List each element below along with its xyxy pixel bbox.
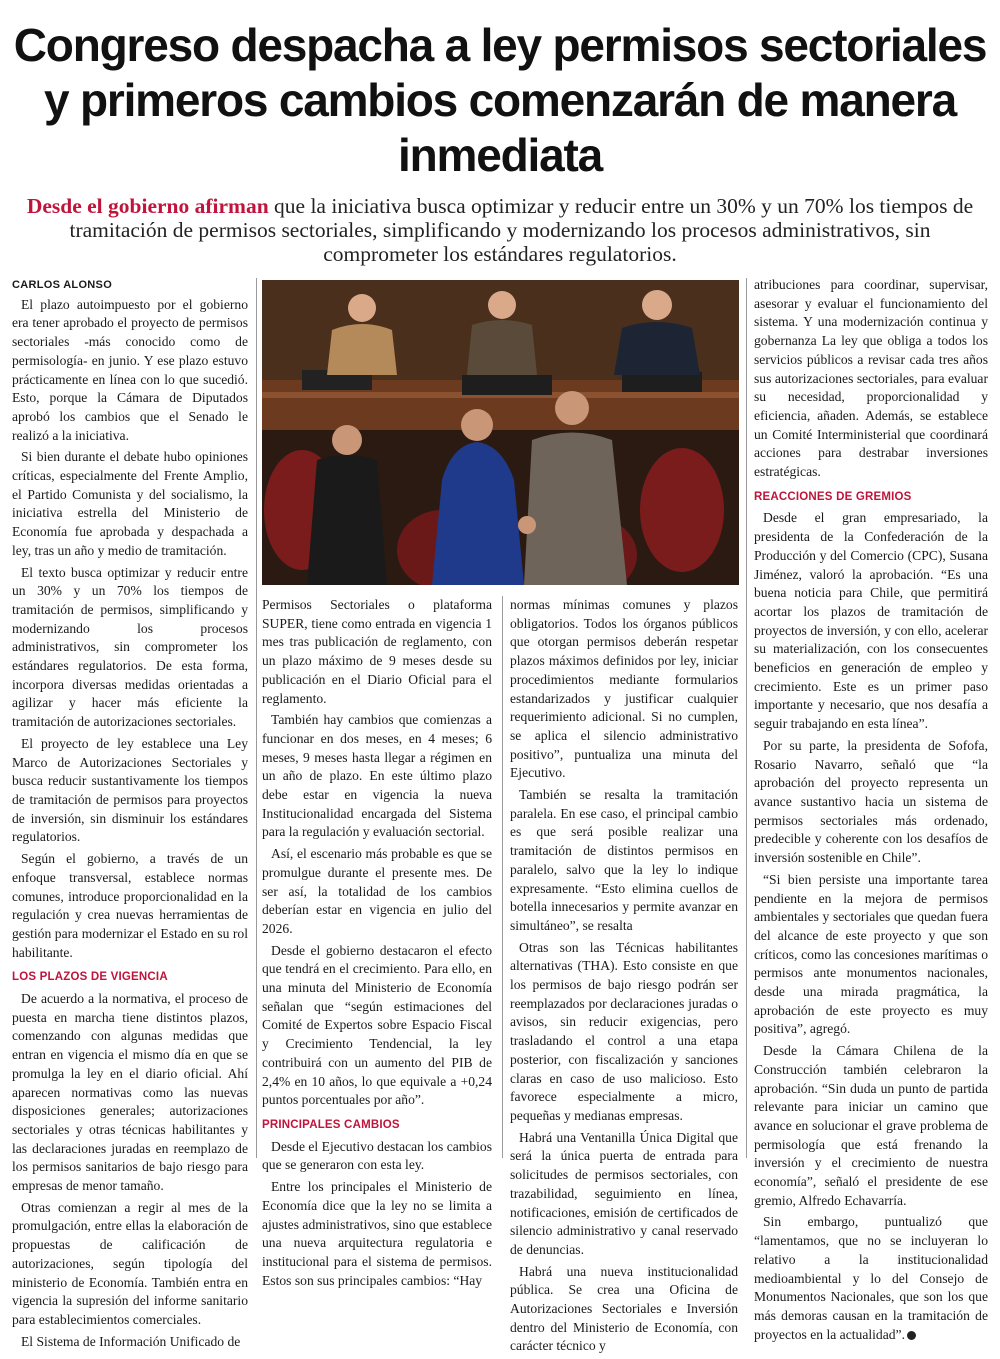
column-4 — [754, 276, 988, 1347]
col2-paragraph: Desde el gobierno destacaron el efecto que tendrá en el crecimiento. Para ello, en una minuta del Ministerio de Economía señalan que “según estimaciones del Comité de Expertos sobre Espacio Fiscal y Crecimiento Tendencial, la ley contribuirá con un aumento del PIB de 2,4% en 10 años, lo que equivale a +0,24 puntos porcentuales por año”. — [262, 942, 492, 1108]
col2-paragraph: Desde el Ejecutivo destacan los cambios que se generaron con esta ley. — [262, 1138, 492, 1173]
col3-paragraph: Otras son las Técnicas habilitantes alternativas (THA). Esto consiste en que los permisos de bajo riesgo podrán ser reemplazados por declaraciones juradas o avisos, sin reducir exigencias, pero trasladando el control a una etapa posterior, con fiscalización y sanciones claras en caso de uso malicioso. Esto favorece especialmente a micro, pequeñas y medianas empresas. — [510, 939, 738, 1123]
photo-illustration — [262, 280, 739, 585]
col4-paragraph: “Si bien persiste una importante tarea pendiente en la mejora de permisos ambientales y sectoriales que quedan fuera del alcance de este proyecto y que son críticos, como las concesiones marítimas o permisos ante monumentos nacionales, desde una mirada pragmática, la aprobación de este proyecto es muy positiva”, agregó. — [754, 871, 988, 1037]
col1-paragraph: Si bien durante el debate hubo opiniones críticas, especialmente del Frente Amplio, el Partido Comunista y del socialismo, la iniciativa estrella del Ministerio de Economía fue aprobada y despachada a ley, tras un año y medio de tramitación. — [12, 449, 248, 558]
col4-closing-text: Sin embargo, puntualizó que “lamentamos, que no se incluyeran lo relativo a la institucionalidad medioambiental y lo del Consejo de Monumentos Nacionales, que son los que más demoras causan en la tramitación de proyectos en la actualidad”. — [754, 1214, 988, 1342]
col1-paragraph: El texto busca optimizar y reducir entre un 30% y un 70% los tiempos de tramitación de permisos, simplificando y modernizando los procesos administrativos, sin comprometer los estándares regulatorios. De esta forma, incorpora diversas medidas orientadas a agilizar y hacer más eficiente la tramitación de autorizaciones sectoriales. — [12, 564, 248, 730]
col4-paragraph: Desde el gran empresariado, la presidenta de la Confederación de la Producción y del Comercio (CPC), Susana Jiménez, valoró la aprobación. “Es una buena noticia para Chile, que permitirá acortar los plazos de tramitación de proyectos de inversión, y con ello, acelerar su materialización, con los consecuentes beneficios en generación de empleo y crecimiento. Este es un primer paso importante y necesario, que nos desafía a seguir trabajando en esta línea”. — [754, 510, 988, 732]
deck — [10, 194, 990, 266]
col1-paragraph: El proyecto de ley establece una Ley Marco de Autorizaciones Sectoriales y busca reducir sustantivamente los tiempos de tramitación de permisos para proyectos de inversión, sin disminuir los estándares regulatorios. — [12, 735, 248, 845]
col1-paragraph: De acuerdo a la normativa, el proceso de puesta en marcha tiene distintos plazos, comenzando con algunas medidas que entran en vigencia el mismo día en que se promulga la ley en el diario oficial. Ahí aparecen normativas como las nuevas disposiciones generales; autorizaciones sectoriales y otras técnicas habilitantes y las declaraciones juradas en reemplazo de los permisos sanitarios de bajo riesgo para empresas de menor tamaño. — [12, 991, 248, 1194]
col3-paragraph: Habrá una nueva institucionalidad pública. Se crea una Oficina de Autorizaciones Sectoriales e Inversión dentro del Ministerio de Economía, con carácter técnico y — [510, 1263, 738, 1354]
column-1 — [12, 276, 248, 1354]
subhead-principales: PRINCIPALES CAMBIOS — [262, 1118, 400, 1131]
subhead-plazos: LOS PLAZOS DE VIGENCIA — [12, 971, 168, 984]
column-3 — [510, 596, 738, 1359]
subhead-gremios: REACCIONES DE GREMIOS — [754, 490, 912, 503]
deck-text: que la iniciativa busca optimizar y reducir entre un 30% y un 70% los tiempos de tramitación de permisos sectoriales, simplificando y modernizando los procesos administrativos, sin comprometer los estándares regulatorios. — [69, 194, 974, 266]
photo-congress-handshake — [262, 280, 739, 585]
col1-paragraph: El Sistema de Información Unificado de — [21, 1333, 241, 1349]
column-rule-2 — [502, 596, 503, 1158]
col2-paragraph: También hay cambios que comienzas a funcionar en dos meses, en 4 meses; 6 meses, 9 meses hasta llegar a régimen en un año de plazo. En este último plazo debe estar en vigencia la nueva Institucionalidad encargada del Sistema para la regulación y evaluación sectorial. — [262, 712, 492, 840]
col1-paragraph: El plazo autoimpuesto por el gobierno era tener aprobado el proyecto de permisos sectoriales -más conocido como de permisología- en junio. Y ese plazo estuvo prácticamente en línea con lo que sucedió. Esto, porque la Cámara de Diputados aprobó los cambios que el Senado le realizó a la iniciativa. — [12, 296, 248, 443]
column-rule-3 — [746, 278, 747, 1158]
col3-paragraph: Habrá una Ventanilla Única Digital que será la única puerta de entrada para solicitudes de permisos sectoriales, con trazabilidad, seguimiento en línea, notificaciones, emisión de certificados de silencio administrativo y canal reservado de denuncias. — [510, 1129, 738, 1257]
headline: Congreso despacha a ley permisos sectoriales y primeros cambios comenzarán de manera inmediata — [13, 19, 987, 181]
col4-last-paragraph — [754, 1213, 988, 1344]
col4-paragraph: atribuciones para coordinar, supervisar, asesorar y evaluar el funcionamiento del sistema. Y una modernización continua y gobernanza La ley que obliga a todos los servicios públicos a revisar cada tres años sus autorizaciones sectoriales, para evaluar su necesidad, proporcionalidad y eficiencia, añaden. Además, se establece un Comité Interministerial que coordinará acciones para destrabar inversiones estratégicas. — [754, 277, 988, 480]
deck-lead: Desde el gobierno afirman — [26, 194, 269, 218]
col1-paragraph: Según el gobierno, a través de un enfoque transversal, establece normas comunes, introduce proporcionalidad en la regulación y crea nuevas herramientas de gestión para modernizar el Estado en su rol habilitante. — [12, 851, 248, 960]
column-2 — [262, 596, 492, 1293]
col2-paragraph: Entre los principales el Ministerio de Economía dice que la ley no se limita a ajustes administrativos, sino que establece una nueva arquitectura regulatoria e institucional para el sistema de permisos. Estos son sus principales cambios: “Hay — [262, 1179, 492, 1288]
byline: CARLOS ALONSO — [12, 279, 113, 291]
end-mark-icon — [907, 1331, 916, 1340]
col3-paragraph: También se resalta la tramitación paralela. En ese caso, el principal cambio es que será posible realizar una tramitación de distintos permisos en paralelo, salvo que la ley lo indique expresamente. “Esto elimina cuellos de botella innecesarios y permite avanzar en simultáneo”, se resalta — [510, 787, 738, 933]
col2-paragraph: Así, el escenario más probable es que se promulgue durante el presente mes. De ser así, la totalidad de los cambios deberían estar en vigencia en julio del 2026. — [262, 846, 492, 936]
col1-paragraph: Otras comienzan a regir al mes de la promulgación, entre ellas la elaboración de propuestas de calificación de autorizaciones, según tipología del ministerio de Economía. También entra en vigencia la supresión del informe sanitario para establecimientos comerciales. — [12, 1199, 248, 1327]
col4-paragraph: Por su parte, la presidenta de Sofofa, Rosario Navarro, señaló que “la aprobación del proyecto representa un avance sustantivo hacia un sistema de permisos sectoriales más ordenado, predecible y coherente con los desafíos de inversión sostenible en Chile”. — [754, 737, 988, 866]
col2-paragraph: Permisos Sectoriales o plataforma SUPER, tiene como entrada en vigencia 1 mes tras publicación de reglamento, con un plazo máximo de 9 meses desde su publicación en el Diario Oficial para el reglamento. — [262, 597, 492, 706]
col3-paragraph: normas mínimas comunes y plazos obligatorios. Todos los órganos públicos que otorgan permisos deberán respetar plazos máximos definidos por ley, iniciar procedimientos mediante formularios estandarizados y justificar cualquier requerimiento adicional. Si no cumplen, se aplica el silencio administrativo positivo”, puntualiza una minuta del Ejecutivo. — [510, 597, 738, 781]
col4-paragraph: Desde la Cámara Chilena de la Construcción también celebraron la aprobación. “Sin duda un punto de partida relevante para iniciar un camino que avance en solucionar el grave problema de permisología que está frenando la inversión y el crecimiento de nuestra economía”, señaló el presidente de ese gremio, Alfredo Echavarría. — [754, 1043, 988, 1208]
column-rule-1 — [256, 278, 257, 1158]
